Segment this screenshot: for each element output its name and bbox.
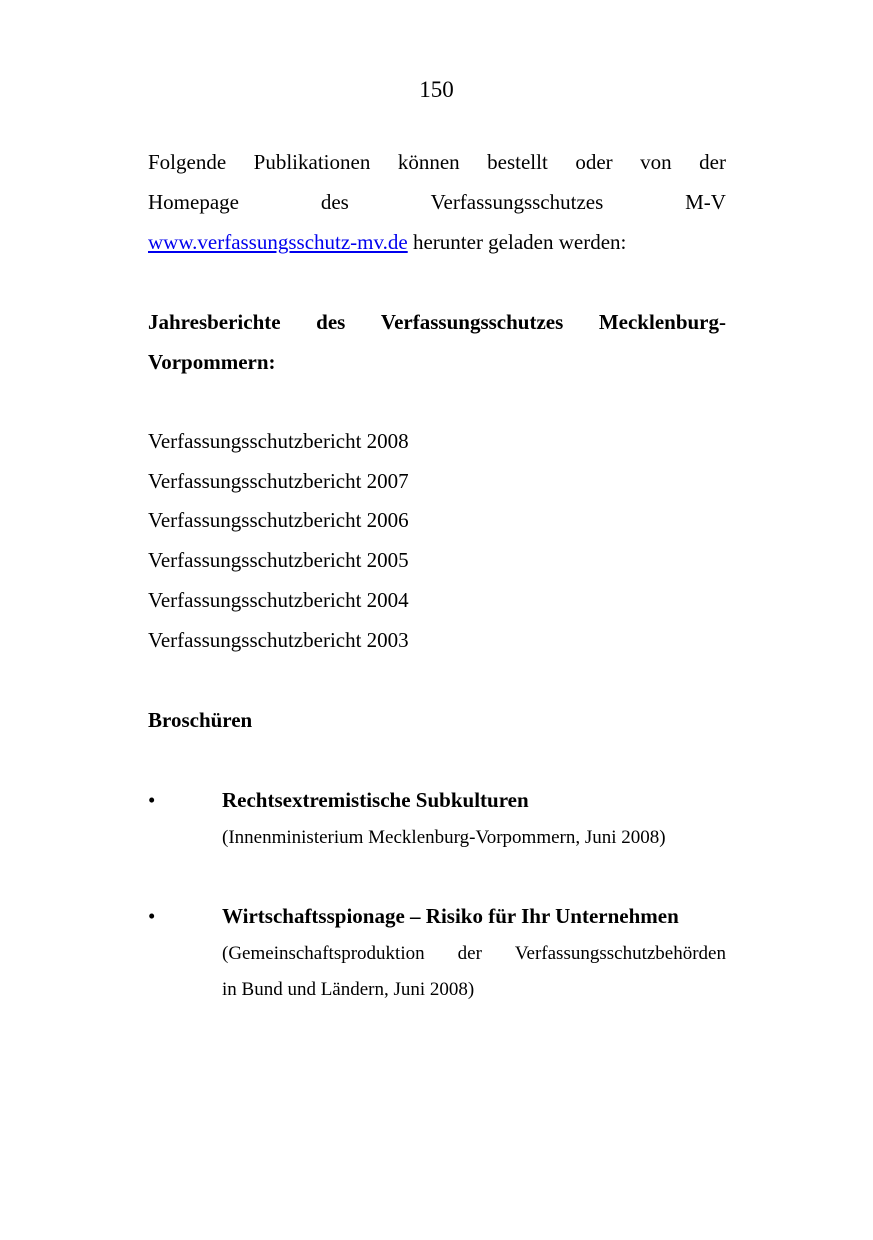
brochure-title: Wirtschaftsspionage – Risiko für Ihr Unternehmen xyxy=(222,904,679,929)
heading-word: Mecklenburg- xyxy=(598,310,726,334)
intro-word: Homepage xyxy=(148,190,239,214)
source-word: der xyxy=(457,943,482,965)
bullet-icon: • xyxy=(148,788,156,813)
intro-word: Publikationen xyxy=(253,150,371,174)
brochure-item xyxy=(148,896,726,1008)
brochure-item xyxy=(148,780,726,856)
intro-word: bestellt xyxy=(487,150,548,174)
brochure-source-line-2: in Bund und Ländern, Juni 2008) xyxy=(222,979,475,1001)
intro-word: Folgende xyxy=(148,150,227,174)
intro-word: Verfassungsschutzes xyxy=(430,190,604,214)
intro-word: der xyxy=(699,150,726,174)
page-content xyxy=(148,142,726,1008)
intro-word: von xyxy=(640,150,672,174)
source-word: Verfassungsschutzbehörden xyxy=(514,943,726,965)
intro-line-1 xyxy=(148,142,726,182)
brochure-source-line-1 xyxy=(222,936,726,972)
intro-word: können xyxy=(397,150,460,174)
report-item: Verfassungsschutzbericht 2008 xyxy=(148,429,409,453)
bullet-icon: • xyxy=(148,904,156,929)
brochure-source: (Innenministerium Mecklenburg-Vorpommern, Juni 2008) xyxy=(222,827,666,849)
intro-line-2 xyxy=(148,182,726,222)
report-item: Verfassungsschutzbericht 2007 xyxy=(148,468,409,493)
heading-word: des xyxy=(316,310,346,334)
page-number: 150 xyxy=(419,77,454,102)
intro-word: M-V xyxy=(685,190,726,214)
homepage-link[interactable]: www.verfassungsschutz-mv.de xyxy=(148,230,408,254)
source-word: (Gemeinschaftsproduktion xyxy=(222,943,425,965)
annual-reports-heading xyxy=(148,302,726,382)
annual-reports-heading-line-1 xyxy=(148,302,726,342)
report-item: Verfassungsschutzbericht 2005 xyxy=(148,548,409,573)
report-item: Verfassungsschutzbericht 2004 xyxy=(148,587,409,612)
brochures-heading: Broschüren xyxy=(148,708,253,733)
heading-word: Verfassungsschutzes xyxy=(380,310,564,334)
intro-line-3 xyxy=(148,222,726,262)
intro-line-3-text: herunter geladen werden: xyxy=(407,230,627,254)
report-item: Verfassungsschutzbericht 2003 xyxy=(148,627,409,652)
intro-word: oder xyxy=(575,150,613,174)
annual-reports-list xyxy=(148,422,726,660)
heading-word: Jahresberichte xyxy=(148,310,281,334)
brochure-title: Rechtsextremistische Subkulturen xyxy=(222,788,529,813)
intro-paragraph xyxy=(148,142,726,262)
report-item: Verfassungsschutzbericht 2006 xyxy=(148,508,409,533)
annual-reports-heading-line-2: Vorpommern: xyxy=(148,350,276,374)
intro-word: des xyxy=(320,190,349,214)
